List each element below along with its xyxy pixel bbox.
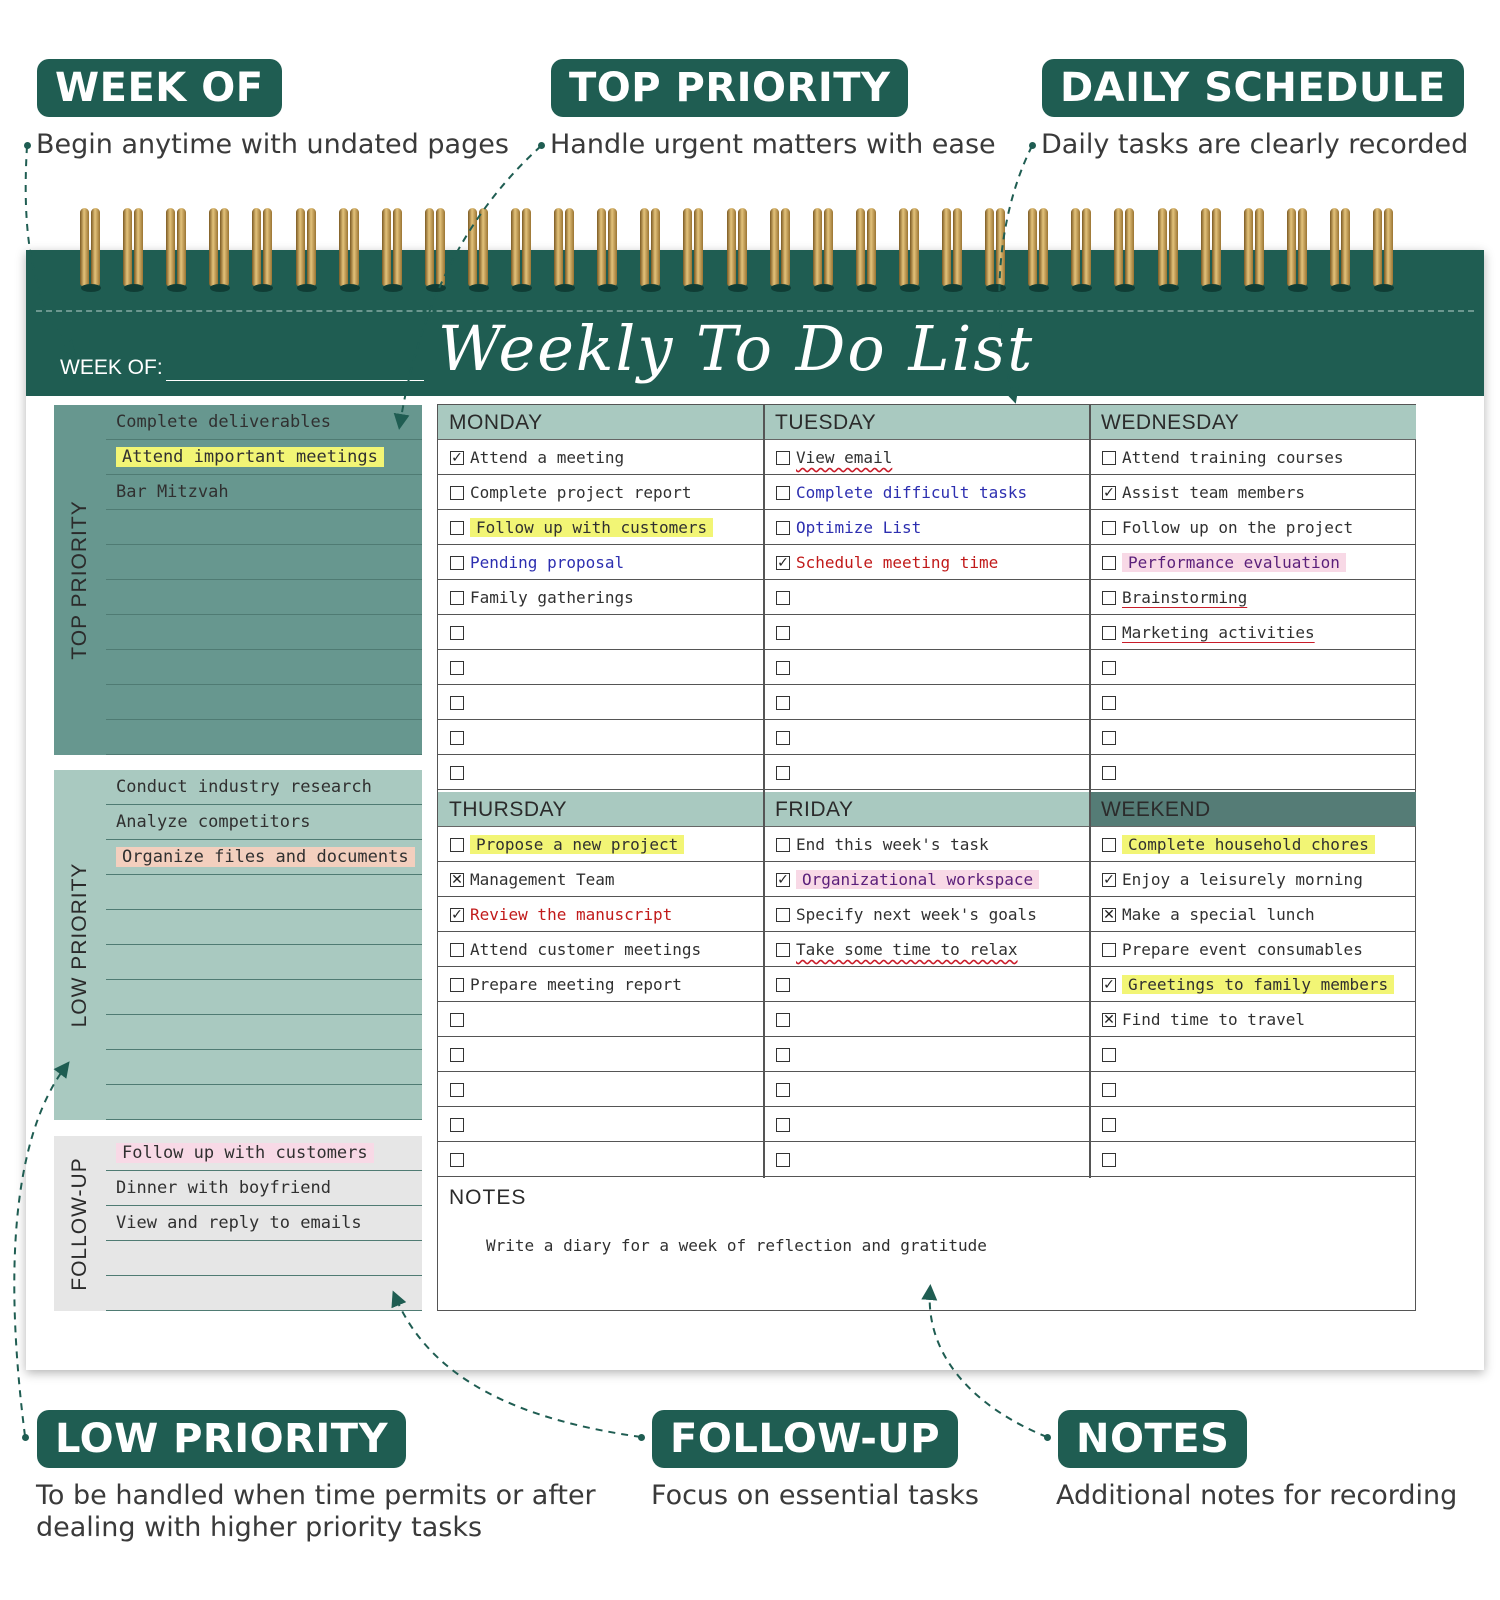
task-row[interactable]	[764, 1037, 1090, 1072]
checkmark-icon: ✓	[1103, 872, 1115, 888]
priority-row[interactable]	[106, 1206, 422, 1241]
task-text: Review the manuscript	[470, 905, 673, 924]
spiral-coil	[509, 208, 535, 286]
spiral-coil	[897, 208, 923, 286]
day-column-wednesday	[1090, 405, 1416, 792]
task-checkbox[interactable]	[1102, 1048, 1116, 1062]
spiral-coil	[1112, 208, 1138, 286]
task-row[interactable]	[764, 510, 1090, 545]
task-row[interactable]	[1090, 510, 1416, 545]
task-row[interactable]	[438, 615, 764, 650]
task-checkbox[interactable]	[1102, 591, 1116, 605]
task-checkbox[interactable]	[450, 486, 464, 500]
day-header-monday: MONDAY	[438, 405, 764, 440]
task-row[interactable]	[438, 1142, 764, 1177]
task-row[interactable]	[764, 615, 1090, 650]
task-row[interactable]	[764, 580, 1090, 615]
notes-label: NOTES	[449, 1186, 527, 1209]
spiral-coil	[552, 208, 578, 286]
task-text: Management Team	[470, 870, 615, 889]
spiral-coil	[1199, 208, 1225, 286]
task-checkbox[interactable]	[776, 556, 790, 570]
callout-title-daily-schedule: DAILY SCHEDULE	[1042, 59, 1464, 117]
spiral-coil	[1156, 208, 1182, 286]
task-checkbox[interactable]	[776, 1013, 790, 1027]
task-row[interactable]	[1090, 580, 1416, 615]
callout-title-top-priority: TOP PRIORITY	[551, 59, 908, 117]
priority-row[interactable]	[106, 945, 422, 980]
task-row[interactable]	[438, 862, 764, 897]
task-text: View email	[796, 448, 893, 467]
spiral-coil	[811, 208, 837, 286]
spiral-coil	[294, 208, 320, 286]
task-row[interactable]	[764, 685, 1090, 720]
task-text: Attend a meeting	[470, 448, 625, 467]
notes-text: Write a diary for a week of reflection and gratitude	[486, 1236, 987, 1255]
task-row[interactable]	[764, 720, 1090, 755]
spiral-coil	[423, 208, 449, 286]
task-checkbox[interactable]	[450, 591, 464, 605]
task-checkbox[interactable]	[776, 731, 790, 745]
priority-row-text: Attend important meetings	[116, 447, 384, 467]
priority-row-text: Bar Mitzvah	[116, 482, 229, 502]
task-text: End this week's task	[796, 835, 989, 854]
task-checkbox[interactable]	[1102, 731, 1116, 745]
day-header-tuesday: TUESDAY	[764, 405, 1090, 440]
task-row[interactable]	[764, 932, 1090, 967]
task-checkbox[interactable]	[450, 766, 464, 780]
task-checkbox[interactable]	[450, 838, 464, 852]
task-text: Marketing activities	[1122, 623, 1315, 642]
priority-row[interactable]	[106, 545, 422, 580]
task-text: Complete project report	[470, 483, 692, 502]
day-column-friday	[764, 792, 1090, 1179]
spiral-coil	[768, 208, 794, 286]
task-row[interactable]	[1090, 932, 1416, 967]
priority-row[interactable]	[106, 910, 422, 945]
callout-dot	[1044, 1434, 1051, 1441]
top-priority-side	[54, 405, 106, 755]
task-row[interactable]	[764, 440, 1090, 475]
callout-title-low-priority: LOW PRIORITY	[37, 1410, 406, 1468]
task-checkbox[interactable]	[450, 626, 464, 640]
task-checkbox[interactable]	[1102, 1118, 1116, 1132]
spiral-binding	[0, 208, 1500, 288]
spiral-coil	[854, 208, 880, 286]
planner-title: Weekly To Do List	[437, 312, 1035, 385]
weekly-planner-page	[26, 250, 1484, 1370]
spiral-coil	[164, 208, 190, 286]
task-checkbox[interactable]	[776, 873, 790, 887]
task-row[interactable]	[764, 650, 1090, 685]
callout-title-follow-up: FOLLOW-UP	[652, 1410, 958, 1468]
task-checkbox[interactable]	[776, 591, 790, 605]
spiral-coil	[1285, 208, 1311, 286]
priority-row[interactable]	[106, 875, 422, 910]
spiral-coil	[1328, 208, 1354, 286]
spiral-coil	[1371, 208, 1397, 286]
task-checkbox[interactable]	[450, 661, 464, 675]
task-text: Enjoy a leisurely morning	[1122, 870, 1363, 889]
priority-row[interactable]	[106, 1015, 422, 1050]
spiral-coil	[250, 208, 276, 286]
task-checkbox[interactable]	[776, 696, 790, 710]
priority-row[interactable]	[106, 1136, 422, 1171]
cross-mark-icon: ✕	[451, 872, 463, 888]
spiral-coil	[466, 208, 492, 286]
follow-up-rows	[106, 1136, 422, 1311]
task-checkbox[interactable]	[450, 978, 464, 992]
top-priority-panel	[54, 405, 422, 755]
task-text: Prepare meeting report	[470, 975, 682, 994]
task-row[interactable]	[764, 545, 1090, 580]
spiral-coil	[78, 208, 104, 286]
task-row[interactable]	[1090, 720, 1416, 755]
priority-row[interactable]	[106, 685, 422, 720]
task-text: Prepare event consumables	[1122, 940, 1363, 959]
task-checkbox[interactable]	[776, 1048, 790, 1062]
task-checkbox[interactable]	[776, 1083, 790, 1097]
task-checkbox[interactable]	[1102, 908, 1116, 922]
task-text: Complete difficult tasks	[796, 483, 1028, 502]
task-row[interactable]	[1090, 1107, 1416, 1142]
day-column-tuesday	[764, 405, 1090, 792]
task-checkbox[interactable]	[1102, 626, 1116, 640]
task-row[interactable]	[1090, 967, 1416, 1002]
task-row[interactable]	[764, 1142, 1090, 1177]
priority-row-text: Analyze competitors	[116, 812, 311, 832]
priority-row[interactable]	[106, 1171, 422, 1206]
spiral-coil	[207, 208, 233, 286]
cross-mark-icon: ✕	[1103, 1012, 1115, 1028]
task-checkbox[interactable]	[1102, 943, 1116, 957]
task-checkbox[interactable]	[776, 943, 790, 957]
column-divider	[1089, 405, 1091, 1178]
spiral-coil	[121, 208, 147, 286]
task-row[interactable]	[1090, 1002, 1416, 1037]
low-priority-panel	[54, 770, 422, 1120]
callout-caption-notes: Additional notes for recording	[1056, 1480, 1458, 1511]
task-text: Family gatherings	[470, 588, 634, 607]
spiral-coil	[983, 208, 1009, 286]
task-checkbox[interactable]	[450, 521, 464, 535]
task-row[interactable]	[764, 862, 1090, 897]
task-row[interactable]	[438, 967, 764, 1002]
task-row[interactable]	[438, 545, 764, 580]
priority-row-text: Complete deliverables	[116, 412, 331, 432]
task-checkbox[interactable]	[450, 731, 464, 745]
task-checkbox[interactable]	[450, 556, 464, 570]
task-row[interactable]	[438, 1002, 764, 1037]
task-checkbox[interactable]	[450, 943, 464, 957]
follow-up-side	[54, 1136, 106, 1311]
callout-caption-low-priority-2: dealing with higher priority tasks	[36, 1512, 483, 1543]
task-row[interactable]	[438, 440, 764, 475]
low-priority-label: LOW PRIORITY	[68, 862, 91, 1028]
callout-dot	[538, 142, 545, 149]
priority-row[interactable]	[106, 840, 422, 875]
task-row[interactable]	[438, 510, 764, 545]
priority-row[interactable]	[106, 650, 422, 685]
task-row[interactable]	[764, 827, 1090, 862]
callout-title-notes: NOTES	[1058, 1410, 1247, 1468]
task-text: Follow up on the project	[1122, 518, 1354, 537]
task-row[interactable]	[1090, 440, 1416, 475]
task-row[interactable]	[764, 1072, 1090, 1107]
task-row[interactable]	[438, 580, 764, 615]
task-row[interactable]	[438, 650, 764, 685]
task-checkbox[interactable]	[776, 626, 790, 640]
callout-dot	[638, 1434, 645, 1441]
priority-row[interactable]	[106, 615, 422, 650]
spiral-coil	[940, 208, 966, 286]
task-checkbox[interactable]	[450, 1083, 464, 1097]
checkmark-icon: ✓	[777, 872, 789, 888]
spiral-coil	[337, 208, 363, 286]
column-divider	[763, 405, 765, 1178]
task-checkbox[interactable]	[776, 838, 790, 852]
weekly-days-grid	[437, 404, 1416, 1311]
task-row[interactable]	[1090, 1142, 1416, 1177]
task-checkbox[interactable]	[1102, 556, 1116, 570]
follow-up-label: FOLLOW-UP	[68, 1156, 91, 1291]
task-text: Optimize List	[796, 518, 922, 537]
task-text: Make a special lunch	[1122, 905, 1315, 924]
task-checkbox[interactable]	[450, 696, 464, 710]
task-text: Greetings to family members	[1122, 975, 1394, 994]
priority-row[interactable]	[106, 440, 422, 475]
callout-dot	[24, 142, 31, 149]
task-text: Brainstorming	[1122, 588, 1248, 607]
task-checkbox[interactable]	[776, 978, 790, 992]
task-checkbox[interactable]	[450, 873, 464, 887]
task-text: Complete household chores	[1122, 835, 1375, 854]
priority-row-text: Follow up with customers	[116, 1143, 374, 1163]
task-checkbox[interactable]	[1102, 696, 1116, 710]
task-checkbox[interactable]	[776, 486, 790, 500]
day-header-friday: FRIDAY	[764, 792, 1090, 827]
task-text: Performance evaluation	[1122, 553, 1346, 572]
callout-caption-low-priority-1: To be handled when time permits or after	[36, 1480, 596, 1511]
task-row[interactable]	[438, 720, 764, 755]
task-checkbox[interactable]	[1102, 873, 1116, 887]
priority-row[interactable]	[106, 510, 422, 545]
callout-dot	[1029, 142, 1036, 149]
task-checkbox[interactable]	[1102, 1153, 1116, 1167]
task-text: Follow up with customers	[470, 518, 713, 537]
priority-row[interactable]	[106, 1085, 422, 1120]
task-row[interactable]	[438, 932, 764, 967]
spiral-coil	[595, 208, 621, 286]
checkmark-icon: ✓	[777, 555, 789, 571]
checkmark-icon: ✓	[1103, 977, 1115, 993]
task-text: Attend training courses	[1122, 448, 1344, 467]
priority-row[interactable]	[106, 805, 422, 840]
priority-row[interactable]	[106, 720, 422, 755]
task-row[interactable]	[1090, 650, 1416, 685]
task-checkbox[interactable]	[776, 1118, 790, 1132]
priority-row[interactable]	[106, 770, 422, 805]
callout-title-week-of: WEEK OF	[37, 59, 282, 117]
task-row[interactable]	[764, 1107, 1090, 1142]
day-header-wednesday: WEDNESDAY	[1090, 405, 1416, 440]
priority-row[interactable]	[106, 405, 422, 440]
task-row[interactable]	[1090, 615, 1416, 650]
task-text: Attend customer meetings	[470, 940, 702, 959]
low-priority-rows	[106, 770, 422, 1120]
priority-row[interactable]	[106, 980, 422, 1015]
task-row[interactable]	[438, 1037, 764, 1072]
spiral-coil	[725, 208, 751, 286]
task-text: Specify next week's goals	[796, 905, 1037, 924]
spiral-coil	[1026, 208, 1052, 286]
checkmark-icon: ✓	[451, 907, 463, 923]
task-checkbox[interactable]	[1102, 661, 1116, 675]
task-row[interactable]	[764, 475, 1090, 510]
day-header-thursday: THURSDAY	[438, 792, 764, 827]
task-text: Pending proposal	[470, 553, 625, 572]
day-column-monday	[438, 405, 764, 792]
task-checkbox[interactable]	[1102, 451, 1116, 465]
spiral-coil	[380, 208, 406, 286]
task-row[interactable]	[438, 755, 764, 790]
priority-row-text: Conduct industry research	[116, 777, 372, 797]
callout-caption-top-priority: Handle urgent matters with ease	[550, 129, 996, 160]
day-column-weekend	[1090, 792, 1416, 1179]
callout-caption-follow-up: Focus on essential tasks	[651, 1480, 979, 1511]
task-checkbox[interactable]	[776, 908, 790, 922]
day-column-thursday	[438, 792, 764, 1179]
top-priority-rows	[106, 405, 422, 755]
task-checkbox[interactable]	[1102, 978, 1116, 992]
task-checkbox[interactable]	[1102, 521, 1116, 535]
spiral-coil	[1242, 208, 1268, 286]
task-checkbox[interactable]	[450, 908, 464, 922]
task-row[interactable]	[1090, 755, 1416, 790]
task-row[interactable]	[438, 1107, 764, 1142]
callout-caption-daily-schedule: Daily tasks are clearly recorded	[1041, 129, 1469, 160]
task-checkbox[interactable]	[450, 1153, 464, 1167]
priority-row[interactable]	[106, 1276, 422, 1311]
task-row[interactable]	[764, 967, 1090, 1002]
task-row[interactable]	[764, 755, 1090, 790]
checkmark-icon: ✓	[1103, 485, 1115, 501]
task-row[interactable]	[1090, 862, 1416, 897]
task-text: Assist team members	[1122, 483, 1306, 502]
task-text: Take some time to relax	[796, 940, 1018, 959]
task-checkbox[interactable]	[1102, 766, 1116, 780]
task-row[interactable]	[438, 475, 764, 510]
task-row[interactable]	[438, 897, 764, 932]
task-row[interactable]	[1090, 685, 1416, 720]
priority-row[interactable]	[106, 475, 422, 510]
task-text: Propose a new project	[470, 835, 684, 854]
task-checkbox[interactable]	[1102, 486, 1116, 500]
task-checkbox[interactable]	[776, 451, 790, 465]
task-checkbox[interactable]	[776, 521, 790, 535]
spiral-coil	[681, 208, 707, 286]
callout-caption-week-of: Begin anytime with undated pages	[36, 129, 509, 160]
task-checkbox[interactable]	[776, 766, 790, 780]
notes-area[interactable]	[438, 1178, 1415, 1310]
task-row[interactable]	[438, 1072, 764, 1107]
task-checkbox[interactable]	[450, 451, 464, 465]
task-checkbox[interactable]	[450, 1013, 464, 1027]
task-checkbox[interactable]	[450, 1048, 464, 1062]
task-row[interactable]	[438, 827, 764, 862]
task-checkbox[interactable]	[776, 1153, 790, 1167]
callout-dot	[22, 1434, 29, 1441]
priority-row-text: View and reply to emails	[116, 1213, 362, 1233]
priority-row[interactable]	[106, 1050, 422, 1085]
priority-row[interactable]	[106, 580, 422, 615]
task-row[interactable]	[1090, 1037, 1416, 1072]
task-row[interactable]	[1090, 1072, 1416, 1107]
task-checkbox[interactable]	[1102, 838, 1116, 852]
day-header-weekend: WEEKEND	[1090, 792, 1416, 827]
priority-row-text: Dinner with boyfriend	[116, 1178, 331, 1198]
task-row[interactable]	[1090, 545, 1416, 580]
task-checkbox[interactable]	[776, 661, 790, 675]
spiral-coil	[1069, 208, 1095, 286]
task-row[interactable]	[764, 1002, 1090, 1037]
task-checkbox[interactable]	[1102, 1013, 1116, 1027]
week-of-label: WEEK OF:	[60, 356, 163, 379]
task-row[interactable]	[438, 685, 764, 720]
follow-up-panel	[54, 1136, 422, 1311]
top-priority-label: TOP PRIORITY	[68, 500, 91, 660]
task-checkbox[interactable]	[450, 1118, 464, 1132]
priority-row-text: Organize files and documents	[116, 847, 415, 867]
cross-mark-icon: ✕	[1103, 907, 1115, 923]
task-row[interactable]	[764, 897, 1090, 932]
spiral-coil	[638, 208, 664, 286]
low-priority-side	[54, 770, 106, 1120]
task-row[interactable]	[1090, 897, 1416, 932]
task-row[interactable]	[1090, 827, 1416, 862]
checkmark-icon: ✓	[451, 450, 463, 466]
task-row[interactable]	[1090, 475, 1416, 510]
task-text: Schedule meeting time	[796, 553, 999, 572]
task-checkbox[interactable]	[1102, 1083, 1116, 1097]
priority-row[interactable]	[106, 1241, 422, 1276]
task-text: Find time to travel	[1122, 1010, 1306, 1029]
task-text: Organizational workspace	[796, 870, 1039, 889]
